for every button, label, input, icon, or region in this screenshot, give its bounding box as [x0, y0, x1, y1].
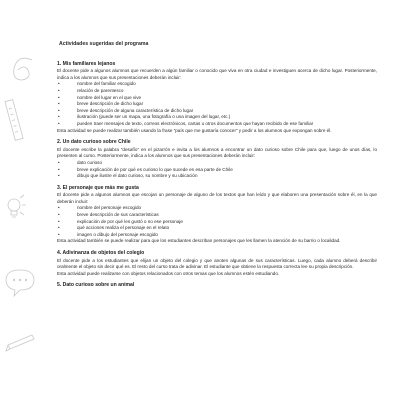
- list-item: • explicación de por qué les gustó o no ese personaje: [57, 219, 377, 226]
- list-item: • nombre del familiar escogido: [57, 81, 377, 88]
- section-intro: El docente pide a algunos alumnos que recuerden a algún familiar o conocido que viva en otra ciudad e investiguen acerca de dicho lugar. Posteriormente, indica a los alumnos que sus presentaciones deberán incluir:: [57, 68, 377, 80]
- section-note: Esta actividad puede realizarse con objetos relacionados con otros temas que los alumnos estén estudiando.: [57, 270, 280, 276]
- section-heading: 3. El personaje que más me gusta: [57, 184, 139, 191]
- section-intro: El docente pide a algunos alumnos que escojan un personaje de alguno de los textos que han leído y que elaboren una presentación sobre él, en la que deberán incluir:: [57, 192, 377, 204]
- requirements-list: [57, 205, 377, 238]
- section-heading: 2. Un dato curioso sobre Chile: [57, 139, 131, 146]
- list-item: • qué acciones realiza el personaje en el relato: [57, 225, 377, 232]
- lightbulb-icon: [8, 195, 26, 217]
- speech-bubble-icon: [6, 270, 34, 296]
- section-heading: 5. Dato curioso sobre un animal: [57, 282, 135, 289]
- section-adivinanza-objetos: [57, 250, 377, 277]
- list-item: • nombre del personaje escogido: [57, 205, 377, 212]
- list-item: • imagen o dibujo del personaje escogido: [57, 232, 377, 239]
- requirements-list: [57, 160, 377, 180]
- list-item: • breve explicación de por qué es curioso lo que sucede en esa parte de Chile: [57, 167, 377, 174]
- section-dato-curioso-animal: [57, 282, 377, 289]
- list-item: • nombre del lugar en el que vive: [57, 95, 377, 102]
- page-title: Actividades sugeridas del programa: [59, 41, 149, 47]
- section-personaje-favorito: [57, 185, 377, 245]
- document-body: [57, 41, 377, 294]
- ruler-icon: [5, 100, 23, 141]
- list-item: • breve descripción de alguna característica de dicho lugar: [57, 108, 377, 115]
- section-heading: 4. Adivinanza de objetos del colegio: [57, 250, 145, 257]
- requirements-list: [57, 81, 377, 127]
- list-item: • relación de parentesco: [57, 88, 377, 95]
- section-intro: El docente pide a los estudiantes que elijan un objeto del colegio y que anoten algunas de sus características. Luego, cada alumno deberá describir oralmente el objeto sin decir qué es. El resto del curso trata de adivinar. El estudiante que obtiene la respuesta correcta lee su propia descripción.: [57, 257, 377, 270]
- section-heading: 1. Mis familiares lejanos: [57, 60, 116, 67]
- section-note: Esta actividad se puede realizar también usando la frase “país que me gustaría conocer” y pedir a los alumnos que expongan sobre él.: [57, 127, 332, 133]
- list-item: • dato curioso: [57, 160, 377, 167]
- list-item: • ilustración (puede ser un mapa, una fotografía o una imagen del lugar, etc.): [57, 114, 377, 121]
- list-item: • breve descripción de dicho lugar: [57, 101, 377, 108]
- list-item: • breve descripción de sus características: [57, 212, 377, 219]
- section-note: Esta actividad también se puede realizar para que los estudiantes describan personajes que les llamen la atención de su barrio o localidad.: [57, 238, 341, 244]
- margin-decoration: [0, 0, 48, 400]
- section-mis-familiares-lejanos: [57, 61, 377, 135]
- spiral-icon: [14, 58, 32, 80]
- list-item: • pueden traer mensajes de texto, correos electrónicos, cartas u otros documentos que hayan recibido de ese familiar: [57, 121, 377, 128]
- section-dato-curioso-chile: [57, 139, 377, 180]
- pencil-icon: [6, 335, 34, 351]
- list-item: • dibujo que ilustre el dato curioso, su nombre y su ubicación: [57, 173, 377, 180]
- section-intro: El docente escribe la palabra “desafío” en el pizarrón e invita a los alumnos a encontrar un dato curioso sobre Chile para que, luego de unos días, lo presenten al curso. Posteriormente, indica a los alumnos que sus presentaciones deberán incluir:: [57, 146, 377, 159]
